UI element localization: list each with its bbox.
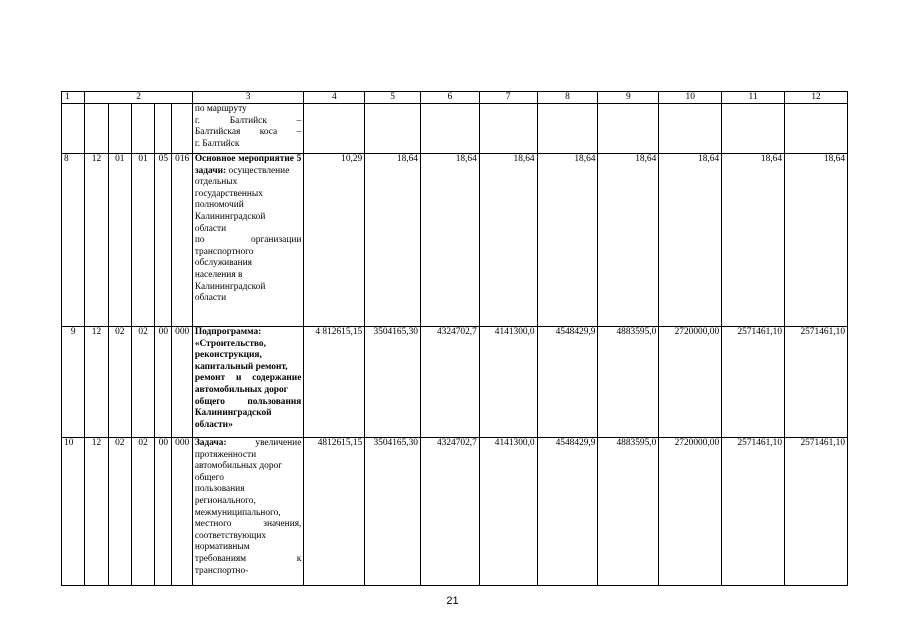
code-cell: 02 <box>131 327 154 438</box>
value-cell: 2571461,10 <box>722 327 785 438</box>
header-row <box>62 92 848 104</box>
value-cell: 18,64 <box>785 154 848 327</box>
description-cell: Задача: увеличение протяженности автомобильных дорог общего пользования регионального, межмуниципального, местного значения, соответствующих нормативным требованиям к транспортно- <box>192 438 304 586</box>
value-cell: 4141300,0 <box>479 438 537 586</box>
row-number: 9 <box>62 327 85 438</box>
value-cell: 18,64 <box>537 154 598 327</box>
value-cell: 18,64 <box>365 154 421 327</box>
value-cell: 4883595,0 <box>598 438 659 586</box>
value-cell: 18,64 <box>598 154 659 327</box>
value-cell: 18,64 <box>722 154 785 327</box>
header-cell-1: 1 <box>62 92 85 104</box>
page-number: 21 <box>446 595 459 607</box>
table-row-continuation <box>62 104 848 154</box>
code-cell: 12 <box>85 438 108 586</box>
code-cell: 02 <box>131 438 154 586</box>
code-cell: 000 <box>172 438 192 586</box>
code-cell: 02 <box>108 327 131 438</box>
value-cell: 4141300,0 <box>479 327 537 438</box>
code-cell: 12 <box>85 327 108 438</box>
code-cell: 02 <box>108 438 131 586</box>
code-cell: 00 <box>155 327 172 438</box>
table-row-8 <box>62 154 848 327</box>
value-cell: 4883595,0 <box>598 327 659 438</box>
value-cell: 10,29 <box>304 154 365 327</box>
header-cell-10: 10 <box>659 92 722 104</box>
code-cell: 01 <box>131 154 154 327</box>
description-cell: Основное мероприятие 5 задачи: осуществление отдельных государственных полномочий Калининградской области по организации транспортного обслуживания населения в Калининградской области <box>192 154 304 327</box>
header-cell-9: 9 <box>598 92 659 104</box>
header-cell-3: 3 <box>192 92 304 104</box>
value-cell: 2571461,10 <box>785 327 848 438</box>
header-cell-4: 4 <box>304 92 365 104</box>
value-cell: 4 812615,15 <box>304 327 365 438</box>
value-cell: 18,64 <box>479 154 537 327</box>
value-cell: 4548429,9 <box>537 438 598 586</box>
header-cell-12: 12 <box>785 92 848 104</box>
header-cell-2: 2 <box>85 92 193 104</box>
value-cell: 3504165,30 <box>365 327 421 438</box>
description-cell: по маршруту г. Балтийск – Балтийская коса – г. Балтийск <box>192 104 304 154</box>
code-cell: 12 <box>85 154 108 327</box>
code-cell: 000 <box>172 327 192 438</box>
code-cell: 01 <box>108 154 131 327</box>
value-cell: 4324702,7 <box>420 438 479 586</box>
row-number: 10 <box>62 438 85 586</box>
header-cell-6: 6 <box>420 92 479 104</box>
header-cell-11: 11 <box>722 92 785 104</box>
value-cell: 4324702,7 <box>420 327 479 438</box>
code-cell: 00 <box>155 438 172 586</box>
data-table <box>61 91 848 586</box>
value-cell: 2571461,10 <box>722 438 785 586</box>
value-cell: 2720000,00 <box>659 438 722 586</box>
table-row-9 <box>62 327 848 438</box>
value-cell: 4812615,15 <box>304 438 365 586</box>
value-cell: 2571461,10 <box>785 438 848 586</box>
header-cell-7: 7 <box>479 92 537 104</box>
code-cell: 016 <box>172 154 192 327</box>
value-cell: 3504165,30 <box>365 438 421 586</box>
row-number: 8 <box>62 154 85 327</box>
value-cell: 18,64 <box>420 154 479 327</box>
value-cell: 4548429,9 <box>537 327 598 438</box>
table-row-10 <box>62 438 848 586</box>
value-cell: 18,64 <box>659 154 722 327</box>
header-cell-8: 8 <box>537 92 598 104</box>
value-cell: 2720000,00 <box>659 327 722 438</box>
description-cell: Подпрограмма: «Строительство, реконструкция, капитальный ремонт, ремонт и содержание автомобильных дорог общего пользования Калининградской области» <box>192 327 304 438</box>
code-cell: 05 <box>155 154 172 327</box>
header-cell-5: 5 <box>365 92 421 104</box>
